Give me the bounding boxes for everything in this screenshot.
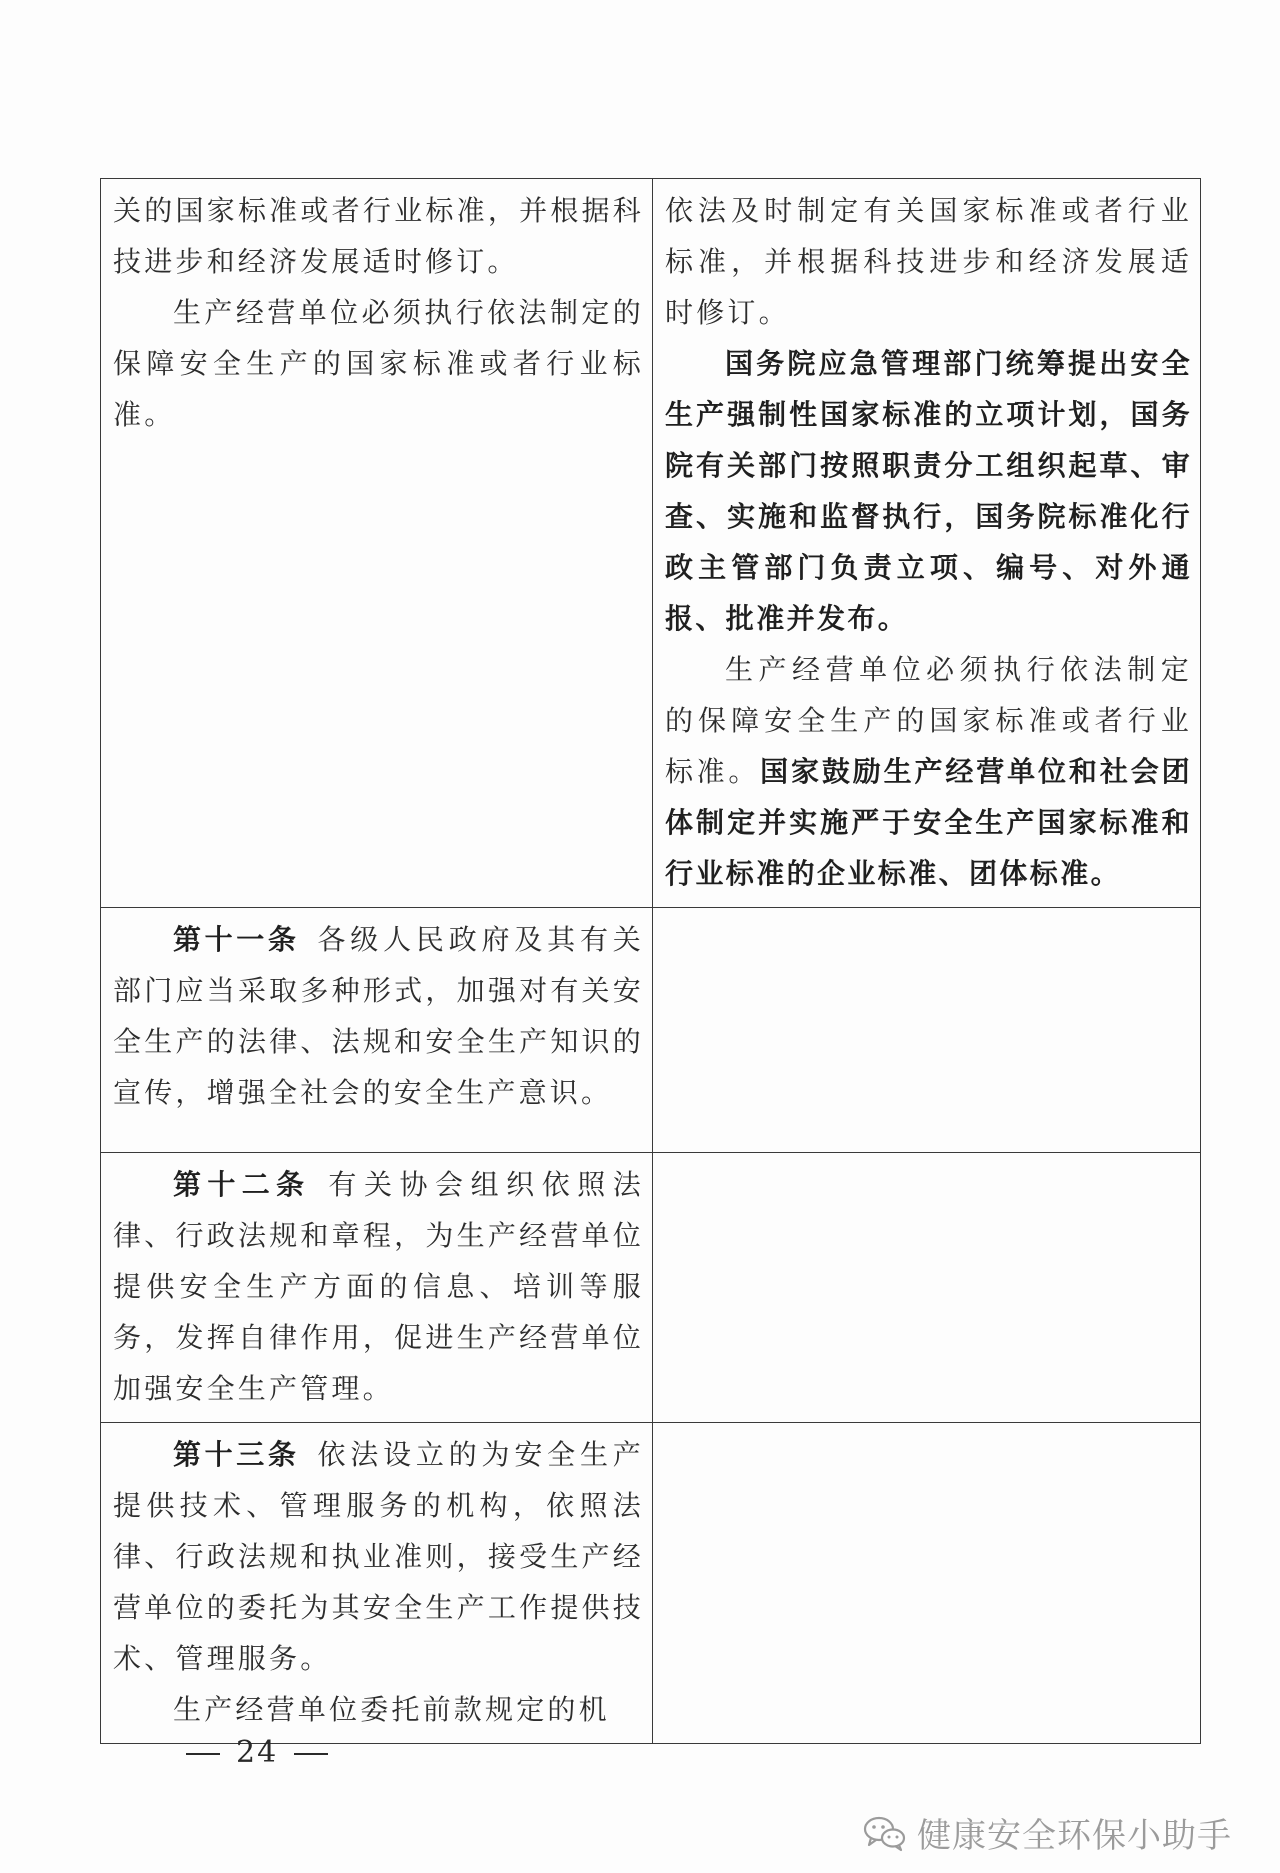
old-text-cell bbox=[101, 908, 653, 1153]
article-text: 各级人民政府及其有关部门应当采取多种形式，加强对有关安全生产的法律、法规和安全生产知识的宣传，增强全社会的安全生产意识。 bbox=[113, 923, 644, 1109]
old-text-cell bbox=[101, 1153, 653, 1423]
article-paragraph bbox=[113, 1159, 644, 1414]
new-text-cell-empty bbox=[653, 1423, 1201, 1744]
old-paragraph: 生产经营单位必须执行依法制定的保障安全生产的国家标准或者行业标准。 bbox=[113, 296, 644, 431]
table-row bbox=[101, 179, 1201, 908]
new-paragraph-mixed bbox=[665, 644, 1192, 899]
article-label: 第十三条 bbox=[173, 1438, 300, 1471]
new-paragraph-bold: 国务院应急管理部门统筹提出安全生产强制性国家标准的立项计划，国务院有关部门按照职责分工组织起草、审查、实施和监督执行，国务院标准化行政主管部门负责立项、编号、对外通报、批准并发布。 bbox=[665, 347, 1192, 635]
page-number bbox=[170, 1735, 344, 1770]
article-text: 依法设立的为安全生产提供技术、管理服务的机构，依照法律、行政法规和执业准则，接受生产经营单位的委托为其安全生产工作提供技术、管理服务。 bbox=[113, 1438, 644, 1675]
article-paragraph: 生产经营单位委托前款规定的机 bbox=[173, 1693, 610, 1726]
wechat-icon bbox=[863, 1814, 907, 1852]
old-text-cell bbox=[101, 179, 653, 908]
new-text-cell bbox=[653, 179, 1201, 908]
article-label: 第十二条 bbox=[173, 1168, 311, 1201]
table-row bbox=[101, 1153, 1201, 1423]
comparison-table bbox=[100, 178, 1201, 1744]
new-paragraph-normal-part: 生产经营单位必须执行依法制定的保障安全生产的国家标准或者行业标准。 bbox=[665, 653, 1192, 788]
watermark-text: 健康安全环保小助手 bbox=[917, 1816, 1232, 1856]
old-text-cell bbox=[101, 1423, 653, 1744]
old-paragraph: 关的国家标准或者行业标准，并根据科技进步和经济发展适时修订。 bbox=[113, 194, 644, 278]
table-row bbox=[101, 908, 1201, 1153]
new-text-cell-empty bbox=[653, 908, 1201, 1153]
article-paragraph bbox=[113, 914, 644, 1118]
dash-right bbox=[294, 1753, 328, 1755]
new-paragraph: 依法及时制定有关国家标准或者行业标准，并根据科技进步和经济发展适时修订。 bbox=[665, 194, 1192, 329]
page-number-value: 24 bbox=[236, 1735, 279, 1770]
dash-left bbox=[186, 1753, 220, 1755]
article-label: 第十一条 bbox=[173, 923, 300, 956]
new-paragraph-bold-part: 国家鼓励生产经营单位和社会团体制定并实施严于安全生产国家标准和行业标准的企业标准、团体标准。 bbox=[665, 755, 1192, 890]
watermark bbox=[863, 1808, 1232, 1857]
article-paragraph bbox=[113, 1429, 644, 1684]
new-text-cell-empty bbox=[653, 1153, 1201, 1423]
table-row bbox=[101, 1423, 1201, 1744]
article-text: 有关协会组织依照法律、行政法规和章程，为生产经营单位提供安全生产方面的信息、培训等服务，发挥自律作用，促进生产经营单位加强安全生产管理。 bbox=[113, 1168, 644, 1405]
